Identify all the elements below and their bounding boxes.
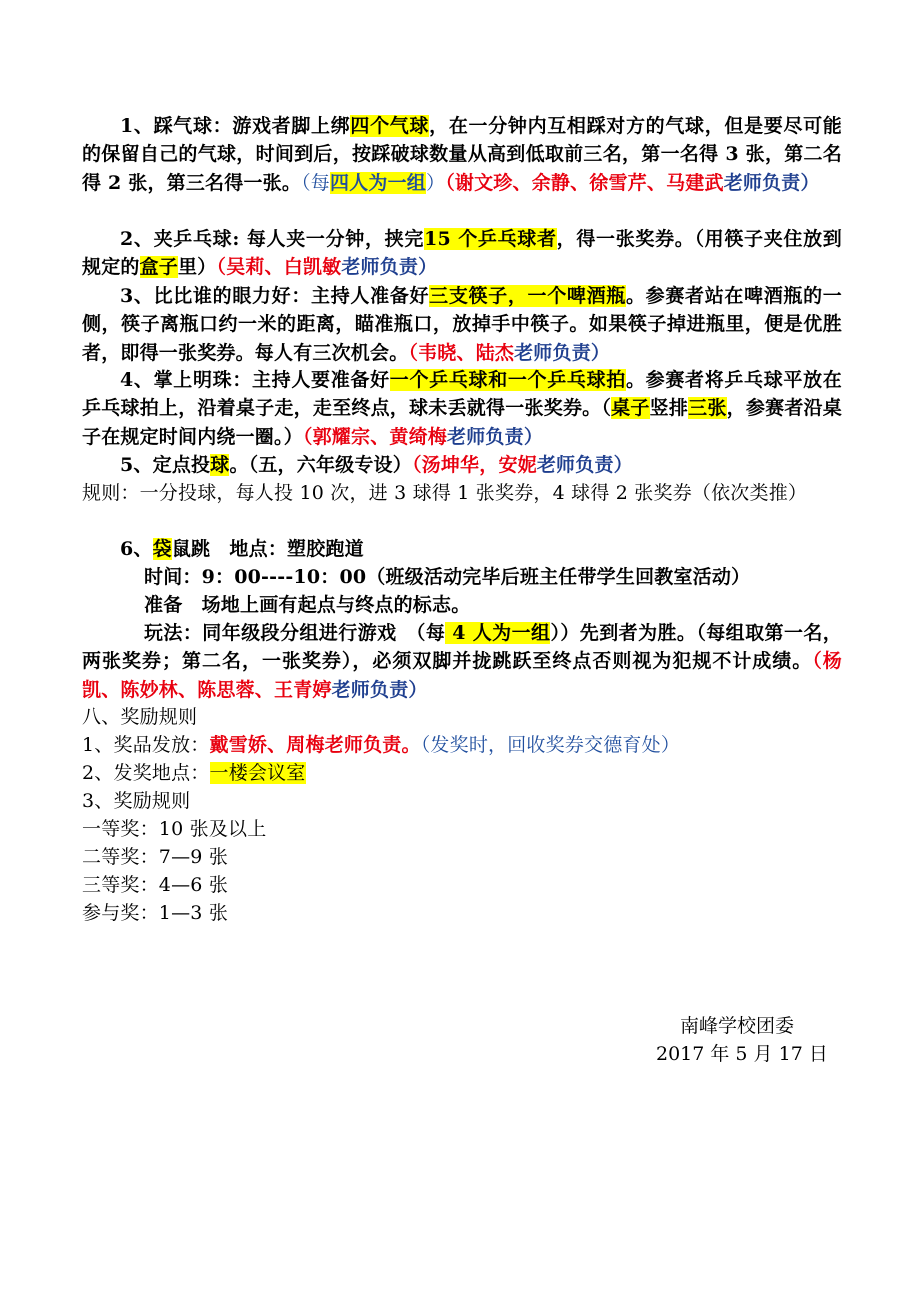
item5-teachers: （汤坤华，安妮 [411,454,537,476]
item2-intro: 2、夹乒乓球: 每人夹一分钟，挟完 [120,228,425,250]
awards-line2-label: 2、发奖地点： [82,762,210,784]
item1-group-close: ） [425,171,446,194]
award-tier [82,815,842,843]
award-tier [82,843,842,871]
item1-charge: 老师负责） [723,171,820,194]
item6-play-intro: 玩法：同年级段分组进行游戏 （每 [144,622,446,644]
item6-time-text: 时间：9：00----10：00（班级活动完毕后班主任带学生回教室活动） [144,566,751,588]
item6-intro: 6、 [120,538,153,560]
item4-charge: 老师负责） [447,425,544,448]
item6-play-text: ））先到者为胜。（每组取第一名，两张奖券；第二名，一张奖券），必须双脚并拢跳跃至终点否则视为犯规不计成绩。 [82,622,842,673]
item5-highlight: 球 [210,454,230,476]
item4-highlight-three: 三张 [688,397,727,420]
signature-org [680,1012,794,1040]
item4-highlight-table: 桌子 [611,397,650,420]
item2-charge: 老师负责） [341,256,438,279]
award-tier-participation: 参与奖：1—3 张 [82,902,229,924]
item4-text: 。参赛者将乒乓球平放在乒乓球拍上，沿着桌子走，走至终点，球未丢就得一张奖券。（ [82,369,842,420]
item4-intro: 4、掌上明珠：主持人要准备好 [120,369,390,391]
item2-text2: 里） [178,256,217,279]
item2-text: ，得一张奖券。（用筷子夹住放到规定的 [82,228,842,279]
item4-text3: ，参赛者沿桌子在规定时间内绕一圈。） [82,397,842,448]
item3-teachers: （韦晓、陆杰 [408,341,515,364]
item6-title: 鼠跳 地点：塑胶跑道 [171,538,364,560]
item2-teachers: （吴莉、白凯敏 [216,256,342,279]
awards-line2 [82,759,842,787]
item5-rule [82,479,842,507]
item6-prep [82,591,842,619]
signature-date [656,1040,828,1068]
item2-highlight: 15 个乒乓球者 [424,228,557,250]
item-pearl-on-palm [82,366,842,451]
awards-line1-period: 。 [401,734,421,756]
item5-intro: 5、定点投 [120,454,211,476]
item6-play [82,619,842,704]
item-sack-race-title [82,535,842,563]
item6-teachers: （杨凯、陈妙林、陈思蓉、王青婷 [82,650,842,701]
item1-group-open: （每 [301,171,330,194]
signature-org-text: 南峰学校团委 [680,1015,795,1037]
item3-highlight: 三支筷子，一个啤酒瓶 [429,285,626,307]
item5-text: 。（五，六年级专设） [229,454,412,476]
awards-line1-note: （发奖时，回收奖券交德育处） [420,734,681,756]
item6-prep-text: 准备 场地上画有起点与终点的标志。 [144,594,471,616]
award-tier-second: 二等奖：7—9 张 [82,846,229,868]
item1-intro: 1、踩气球：游戏者脚上绑 [120,115,351,137]
item4-teachers: （郭耀宗、黄绮梅 [302,425,448,448]
awards-line3 [82,787,842,815]
item4-highlight: 一个乒乓球和一个乒乓球拍 [389,369,626,391]
item6-highlight: 袋 [152,538,172,560]
item1-highlight: 四个气球 [350,115,430,137]
award-tier [82,871,842,899]
award-tier-third: 三等奖：4—6 张 [82,874,229,896]
item-fixed-shot [82,451,842,479]
item6-time [82,563,842,591]
item1-group-highlight: 四人为一组 [329,171,426,194]
item-eye-sight [82,282,842,367]
item3-text: 。参赛者站在啤酒瓶的一侧，筷子离瓶口约一米的距离，瞄准瓶口，放掉手中筷子。如果筷子掉进瓶里，便是优胜者，即得一张奖券。每人有三次机会。 [82,285,842,364]
awards-line2-highlight: 一楼会议室 [209,762,306,784]
awards-heading [82,703,842,731]
signature-date-text: 2017 年 5 月 17 日 [656,1043,828,1065]
item1-text: ，在一分钟内互相踩对方的气球，但是要尽可能的保留自己的气球，时间到后，按踩破球数量从高到低取前三名，第一名得 3 张，第二名得 2 张，第三名得一张。 [82,115,843,194]
item6-play-highlight: 4 人为一组 [445,622,551,644]
item4-text2: 竖排 [649,397,689,420]
awards-line3-text: 3、奖励规则 [82,790,191,812]
item-pingpong-pick [82,225,842,282]
awards-line1-teachers: 戴雪娇、周梅老师负责 [209,734,402,756]
item3-intro: 3、比比谁的眼力好：主持人准备好 [120,285,430,307]
item2-highlight-box: 盒子 [139,256,179,279]
awards-line1 [82,731,842,759]
item5-rule-text: 规则：一分投球，每人投 10 次，进 3 球得 1 张奖券，4 球得 2 张奖券（依次类推） [82,482,808,504]
item1-teachers: （谢文珍、余静、徐雪芹、马建武 [445,171,724,194]
item3-charge: 老师负责） [514,341,611,364]
awards-heading-text: 八、奖励规则 [82,706,198,728]
awards-line1-label: 1、奖品发放： [82,734,210,756]
award-tier-first: 一等奖：10 张及以上 [82,818,267,840]
item5-charge: 老师负责） [536,454,633,476]
award-tier [82,899,842,927]
item-balloon-stomp [82,112,842,197]
item6-charge: 老师负责） [331,678,428,701]
